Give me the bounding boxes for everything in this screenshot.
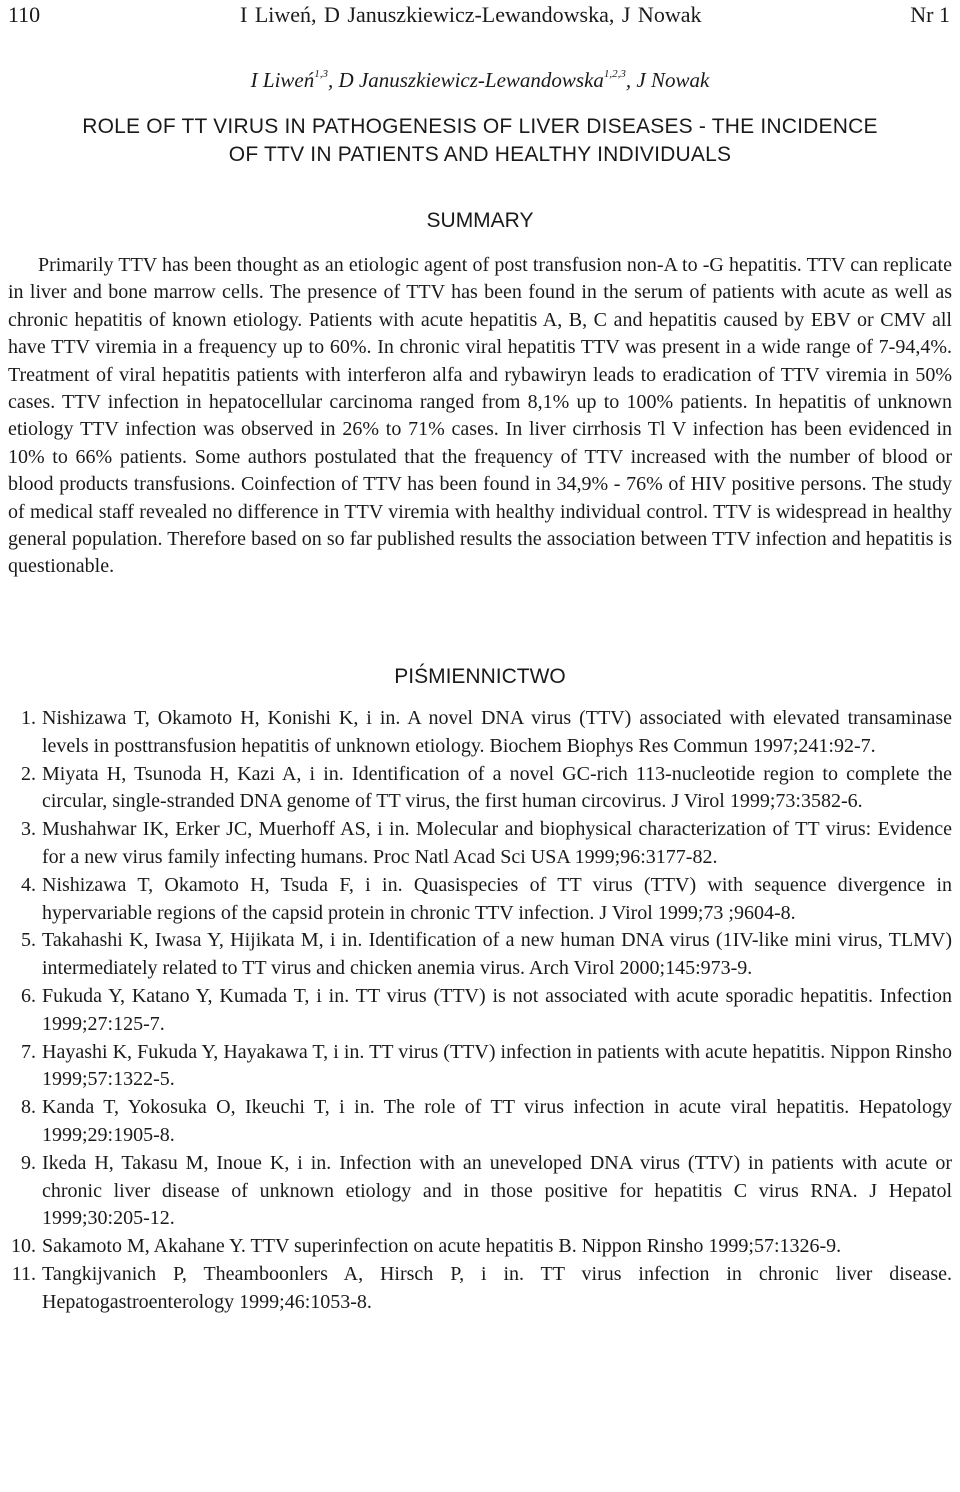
author-affiliation: 1,2,3 [603, 68, 626, 80]
reference-text: Mushahwar IK, Erker JC, Muerhoff AS, i in. Molecular and biophysical characterization of TT virus: Evidence for a new virus family infecting humans. Proc Natl Acad Sci USA 1999;96:3177-82. [42, 818, 952, 868]
reference-item [0, 1094, 952, 1150]
reference-number: 6. [21, 984, 36, 1007]
reference-number: 3. [21, 818, 36, 841]
reference-text: Sakamoto M, Akahane Y. TTV superinfection on acute hepatitis B. Nippon Rinsho 1999;57:1326-9. [42, 1235, 842, 1258]
reference-text: Takahashi K, Iwasa Y, Hijikata M, i in. Identification of a new human DNA virus (1IV-like mini virus, TLMV) intermediately related to TT virus and chicken anemia virus. Arch Virol 2000;145:973-9. [42, 929, 952, 980]
reference-item [0, 1233, 952, 1261]
issue-number: Nr 1 [910, 2, 950, 27]
reference-item [0, 1150, 952, 1233]
author-list: I Liweń$^{1,3}$, D Januszkiewicz-Lewandowska$^{1,2,3}$, J Nowak [250, 68, 710, 92]
reference-list [0, 705, 952, 1317]
paper-title-line: ROLE OF TT VIRUS IN PATHOGENESIS OF LIVER DISEASES - THE INCIDENCE [82, 115, 878, 138]
reference-number: 11. [11, 1262, 36, 1285]
reference-number: 10. [11, 1235, 36, 1258]
reference-item [0, 761, 952, 817]
running-head [8, 2, 950, 28]
reference-item [0, 705, 952, 761]
reference-number: 1. [21, 707, 36, 729]
paper-title [0, 113, 960, 169]
reference-text: Hayashi K, Fukuda Y, Hayakawa T, i in. TT virus (TTV) infection in patients with acute hepatitis. Nippon Rinsho 1999;57:1322-5. [42, 1040, 952, 1091]
reference-number: 4. [21, 873, 36, 896]
reference-text: Fukuda Y, Katano Y, Kumada T, i in. TT virus (TTV) is not associated with acute sporadic hepatitis. Infection 1999;27:125-7. [42, 984, 952, 1035]
reference-item [0, 983, 952, 1039]
reference-number: 2. [21, 762, 36, 785]
reference-text: Nishizawa T, Okamoto H, Tsuda F, i in. Quasispecies of TT virus (TTV) with seąuence divergence in hypervariable regions of the capsid protein in chronic TTV infection. J Virol 1999;73 ;9604-8. [42, 873, 952, 924]
reference-number: 7. [21, 1040, 36, 1063]
summary-heading: SUMMARY [426, 209, 534, 232]
reference-item [0, 816, 952, 872]
reference-text: Miyata H, Tsunoda H, Kazi A, i in. Identification of a novel GC-rich 113-nucleotide region to complete the circular, single-stranded DNA genome of TT virus, the first human circovirus. J Virol 1999;73:3582-6. [42, 762, 952, 813]
reference-item [0, 927, 952, 983]
author-name: D Januszkiewicz-Lewandowska [338, 68, 604, 92]
author-name: J Nowak [636, 68, 710, 92]
author-name: I Liweń [250, 68, 315, 92]
reference-item [0, 872, 952, 928]
reference-text: Kanda T, Yokosuka O, Ikeuchi T, i in. The role of TT virus infection in acute viral hepatitis. Hepatology 1999;29:1905-8. [42, 1096, 952, 1146]
page-number: 110 [8, 2, 41, 27]
references-heading: PIŚMIENNICTWO [394, 665, 566, 688]
reference-item [0, 1039, 952, 1095]
paper-title-line: OF TTV IN PATIENTS AND HEALTHY INDIVIDUALS [228, 143, 732, 166]
reference-text: Nishizawa T, Okamoto H, Konishi K, i in. A novel DNA virus (TTV) associated with elevated transaminase levels in posttransfusion hepatitis of unknown etiology. Biochem Biophys Res Commun 1997;241:92-7. [42, 707, 952, 757]
reference-number: 9. [21, 1151, 36, 1174]
reference-text: Tangkijvanich P, Theamboonlers A, Hirsch P, i in. TT virus infection in chronic liver disease. Hepatogastroenterology 1999;46:1053-8. [42, 1262, 952, 1313]
reference-number: 5. [21, 929, 36, 952]
author-affiliation: 1,3 [314, 68, 329, 80]
reference-number: 8. [21, 1096, 36, 1119]
reference-text: Ikeda H, Takasu M, Inoue K, i in. Infection with an uneveloped DNA virus (TTV) in patients with acute or chronic liver disease of unknown etiology and in those positive for hepatitis C virus RNA. J Hepatol 1999;30:205-12. [42, 1151, 952, 1230]
reference-item [0, 1261, 952, 1317]
summary-body: Primarily TTV has been thought as an etiologic agent of post transfusion non-A to -G hepatitis. TTV can replicate in liver and bone marrow cells. The presence of TTV has been found in the serum of patients with acute as well as chronic hepatitis of known etiology. Patients with acute hepatitis A, B, C and hepatitis caused by EBV or CMV all have TTV viremia in a freąuency up to 60%. In chronic viral hepatitis TTV was present in a wide range of 7-94,4%. Treatment of viral hepatitis patients with interferon alfa and rybawiryn leads to eradication of TTV viremia in 50% cases. TTV infection in hepatocellular carcinoma ranged from 8,1% up to 100% patients. In hepatitis of unknown etiology TTV infection was observed in 26% to 71% cases. In liver cirrhosis Tl V infection has been evidenced in 10% to 66% patients. Some authors postulated that the freąuency of TTV increased with the number of blood or blood products transfusions. Coinfection of TTV has been found in 34,9% - 76% of HIV positive persons. The study of medical staff revealed no difference in TTV viremia with healthy individual control. TTV is widespread in healthy general population. Therefore based on so far published results the association between TTV infection and hepatitis is questionable. [8, 254, 952, 578]
running-head-authors: I Liweń, D Januszkiewicz-Lewandowska, J Nowak [240, 2, 702, 27]
